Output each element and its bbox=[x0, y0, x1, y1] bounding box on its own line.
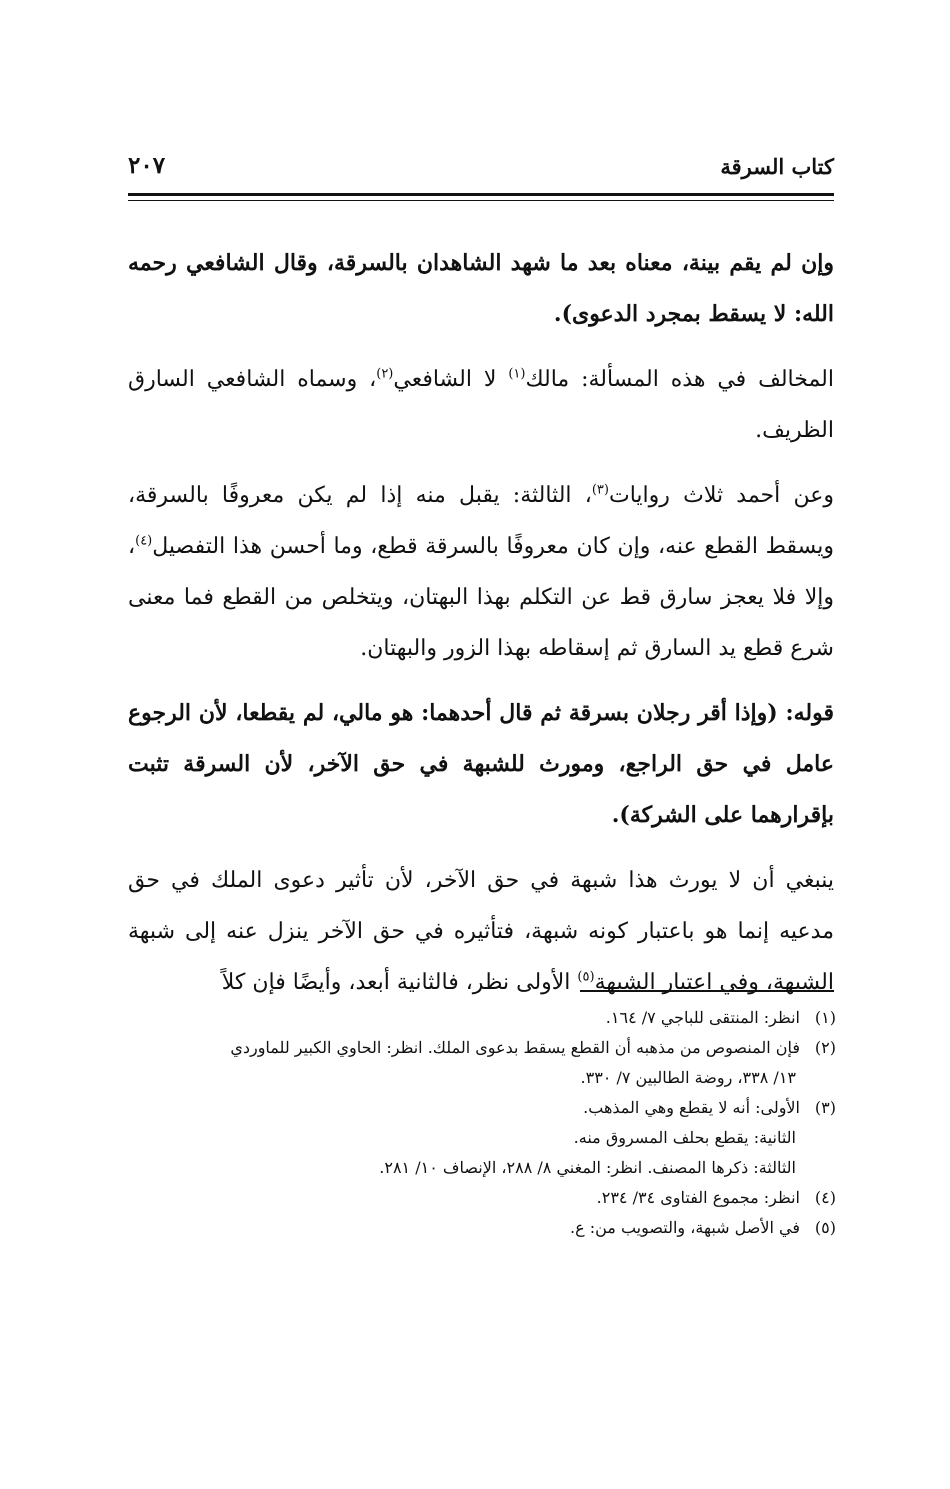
footnote-ref-4: (٤) bbox=[135, 533, 153, 549]
footnote-4-text: انظر: مجموع الفتاوى ٣٤/ ٢٣٤. bbox=[596, 1188, 800, 1207]
main-text bbox=[128, 238, 834, 1022]
chapter-title: كتاب السرقة bbox=[720, 154, 834, 179]
header-rule-thin bbox=[128, 200, 834, 201]
p3-text-b: ، الثالثة: يقبل منه إذا لم يكن معروفًا بالسرقة، ويسقط القطع عنه، وإن كان معروفًا بالسرقة قطع، وما أحسن هذا التفصيل bbox=[128, 483, 834, 559]
footnote-3-number: (٣) bbox=[814, 1098, 836, 1117]
footnote-5-text: في الأصل شبهة، والتصويب من: ع. bbox=[570, 1218, 800, 1237]
footnote-1-number: (١) bbox=[814, 1008, 836, 1027]
p3-text-c: ، وإلا فلا يعجز سارق قط عن التكلم بهذا البهتان، ويتخلص من القطع فما معنى شرع قطع يد السارق ثم إسقاطه بهذا الزور والبهتان. bbox=[128, 534, 834, 661]
footnote-2-continuation: ١٣/ ٣٣٨، روضة الطالبين ٧/ ٣٣٠. bbox=[580, 1068, 796, 1087]
footnote-3-text: الأولى: أنه لا يقطع وهي المذهب. bbox=[583, 1098, 800, 1117]
footnote-4 bbox=[110, 1183, 836, 1213]
footnote-1 bbox=[110, 1003, 836, 1033]
p5-text-b: الأولى نظر، فالثانية أبعد، وأيضًا فإن كلاً bbox=[221, 970, 578, 995]
paragraph-4: قوله: (وإذا أقر رجلان بسرقة ثم قال أحدهما: هو مالي، لم يقطعا، لأن الرجوع عامل في حق الراجع، ومورث للشبهة في حق الآخر، لأن السرقة تثبت بإقرارهما على الشركة). bbox=[128, 700, 834, 828]
footnote-5-number: (٥) bbox=[814, 1218, 836, 1237]
page-number: ٢٠٧ bbox=[128, 152, 166, 179]
p3-text-a: وعن أحمد ثلاث روايات bbox=[608, 483, 834, 508]
footnote-ref-1: (١) bbox=[508, 366, 526, 382]
p2-text-a: المخالف في هذه المسألة: مالك bbox=[525, 367, 834, 392]
footnote-3-line-3: الثالثة: ذكرها المصنف. انظر: المغني ٨/ ٢٨٨، الإنصاف ١٠/ ٢٨١. bbox=[379, 1158, 796, 1177]
footnote-3-line-2: الثانية: يقطع بحلف المسروق منه. bbox=[573, 1128, 796, 1147]
running-header bbox=[128, 150, 834, 190]
p2-text-b: لا الشافعي bbox=[393, 367, 509, 392]
footnote-separator bbox=[580, 990, 834, 992]
footnote-2 bbox=[110, 1033, 836, 1063]
footnote-2-number: (٢) bbox=[814, 1038, 836, 1057]
footnote-ref-2: (٢) bbox=[376, 366, 394, 382]
header-rule-thick bbox=[128, 193, 834, 196]
footnote-ref-5: (٥) bbox=[577, 969, 595, 985]
paragraph-3 bbox=[128, 470, 834, 674]
footnote-2-text: فإن المنصوص من مذهبه أن القطع يسقط بدعوى الملك. انظر: الحاوي الكبير للماوردي bbox=[230, 1038, 800, 1057]
paragraph-2 bbox=[128, 354, 834, 456]
footnote-5 bbox=[110, 1213, 836, 1243]
footnote-4-number: (٤) bbox=[814, 1188, 836, 1207]
paragraph-5 bbox=[128, 855, 834, 1008]
footnote-1-text: انظر: المنتقى للباجي ٧/ ١٦٤. bbox=[605, 1008, 800, 1027]
footnotes bbox=[110, 1003, 836, 1243]
paragraph-1: وإن لم يقم بينة، معناه بعد ما شهد الشاهدان بالسرقة، وقال الشافعي رحمه الله: لا يسقط بمجرد الدعوى). bbox=[128, 250, 834, 327]
footnote-3 bbox=[110, 1093, 836, 1123]
p2-text-c: ، وسماه الشافعي السارق الظريف. bbox=[128, 367, 834, 443]
footnote-ref-3: (٣) bbox=[591, 482, 609, 498]
p5-text-a: ينبغي أن لا يورث هذا شبهة في حق الآخر، لأن تأثير دعوى الملك في حق مدعيه إنما هو باعتبار كونه شبهة، فتأثيره في حق الآخر ينزل عنه إلى شبهة الشبهة، وفي اعتبار الشبهة bbox=[128, 868, 834, 995]
